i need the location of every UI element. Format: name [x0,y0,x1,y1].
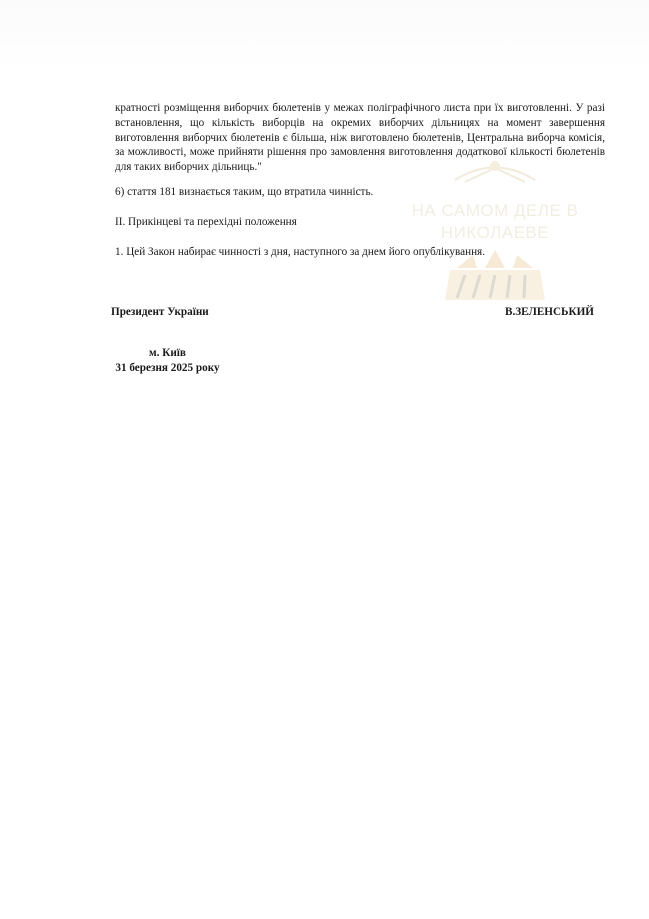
watermark-line1: НА САМОМ ДЕЛЕ В [411,201,579,220]
signer-position: Президент України [111,306,209,318]
item-6: 6) стаття 181 визнається таким, що втратила чинність. [115,186,374,198]
date: 31 березня 2025 року [115,361,220,374]
continued-paragraph [115,101,605,175]
watermark-line2: НИКОЛАЕВЕ [440,223,550,242]
city: м. Київ [149,347,186,359]
signer-name: В.ЗЕЛЕНСЬКИЙ [505,306,594,318]
section-ii-heading: II. Прикінцеві та перехідні положення [115,216,297,228]
watermark-crown-icon [395,150,595,320]
paragraph-text: кратності розміщення виборчих бюлетенів у межах поліграфічного листа при їх виготовленні. У разі встановлення, що кількість виборців на окремих виборчих дільницях на момент завершення виготовлення виборчих бюлетенів є більша, ніж виготовлено бюлетенів, Центральна виборча комісія, за можливості, може прийняти рішення про замовлення виготовлення додаткової кількості бюлетенів для таких виборчих дільниць." [115,102,605,174]
watermark [395,150,595,320]
place-date-block [105,346,230,375]
item-1: 1. Цей Закон набирає чинності з дня, наступного за днем його опублікування. [115,246,485,258]
